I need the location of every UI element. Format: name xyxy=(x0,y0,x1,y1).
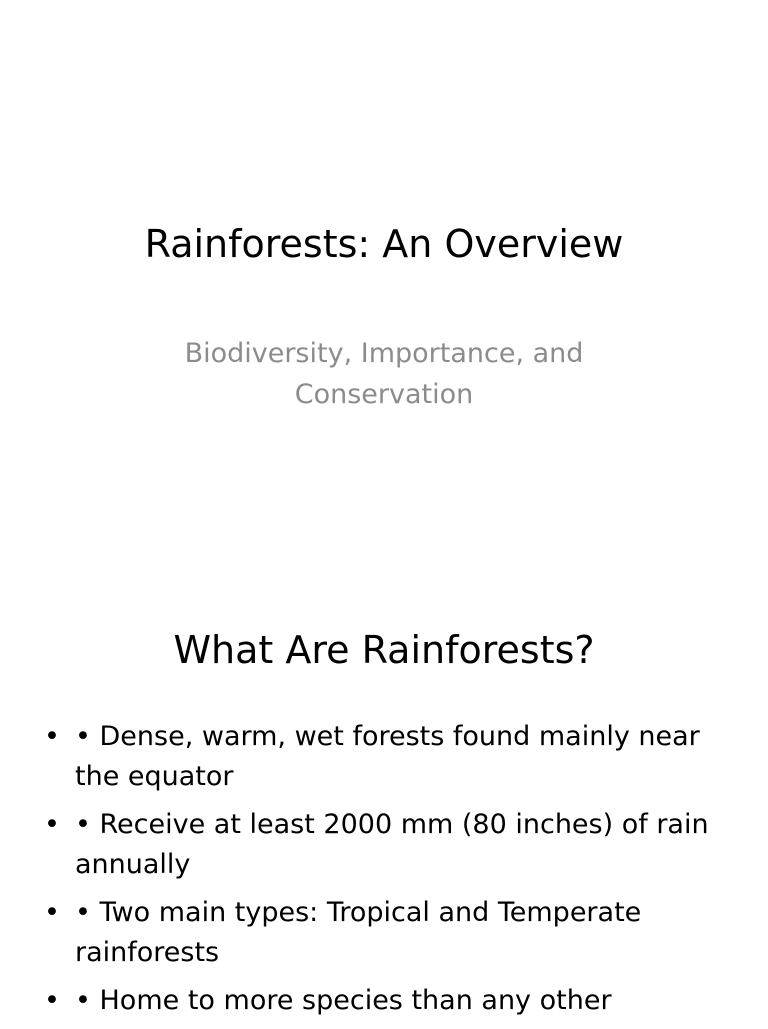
bullet-text: • Dense, warm, wet forests found mainly near the equator xyxy=(75,721,700,792)
slide-heading: What Are Rainforests? xyxy=(173,628,595,672)
bullet-item xyxy=(0,981,768,1021)
bullet-text: • Home to more species than any other xyxy=(75,985,612,1016)
slide-subtitle: Biodiversity, Importance, and Conservation xyxy=(184,338,584,410)
slide-title: Rainforests: An Overview xyxy=(144,222,624,266)
bullet-marker: • xyxy=(44,985,60,1016)
bullet-marker: • xyxy=(44,809,60,840)
bullet-item xyxy=(0,717,768,797)
content-slide xyxy=(0,576,768,1024)
bullet-marker: • xyxy=(44,897,60,928)
bullet-item xyxy=(0,805,768,885)
bullet-item xyxy=(0,893,768,973)
bullet-marker: • xyxy=(44,721,60,752)
bullet-list xyxy=(0,717,768,1029)
bullet-text: • Two main types: Tropical and Temperate rainforests xyxy=(75,897,642,968)
bullet-text: • Receive at least 2000 mm (80 inches) of rain annually xyxy=(75,809,709,880)
